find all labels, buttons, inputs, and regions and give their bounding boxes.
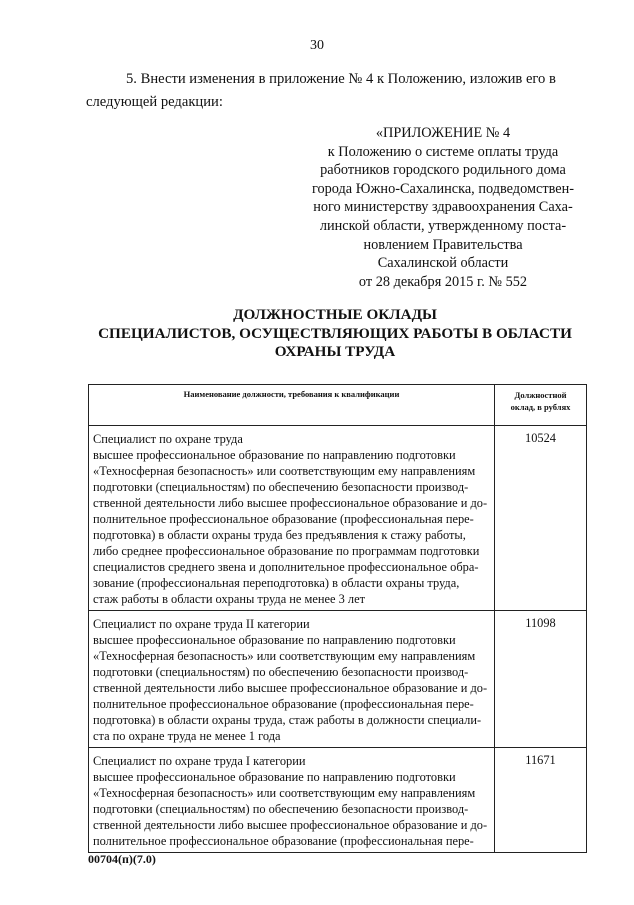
- position-line: подготовки (специальностям) по обеспечению безопасности производ-: [93, 480, 469, 494]
- appendix-line: Сахалинской области: [377, 255, 509, 272]
- appendix-line: к Положению о системе оплаты труда: [327, 143, 559, 160]
- header-salary-line-2: оклад, в рублях: [510, 402, 571, 412]
- position-line: подготовки (специальностям) по обеспечению безопасности производ-: [93, 802, 469, 816]
- appendix-line: города Южно-Сахалинска, подведомствен-: [311, 180, 575, 197]
- title-line: ОХРАНЫ ТРУДА: [274, 343, 396, 360]
- position-line: ственной деятельности либо высшее профессиональное образование и до-: [93, 496, 488, 510]
- position-line: «Техносферная безопасность» или соответствующим ему направлениям: [93, 464, 476, 478]
- title-line: ДОЛЖНОСТНЫЕ ОКЛАДЫ: [233, 306, 437, 323]
- table-row: [89, 426, 587, 611]
- appendix-line: от 28 декабря 2015 г. № 552: [358, 273, 528, 290]
- position-line: полнительное профессиональное образование (профессиональная пере-: [93, 512, 474, 526]
- appendix-line: ного министерству здравоохранения Саха-: [313, 199, 573, 216]
- position-line: высшее профессиональное образование по направлению подготовки: [93, 448, 456, 462]
- table-row: [89, 611, 587, 748]
- table-header-row: [89, 385, 587, 426]
- position-line: полнительное профессиональное образование (профессиональная пере-: [93, 834, 474, 848]
- intro-line-1: 5. Внести изменения в приложение № 4 к Положению, изложив его в: [126, 71, 556, 87]
- table-row: [89, 748, 587, 853]
- appendix-line: работников городского родильного дома: [320, 162, 566, 179]
- position-line: высшее профессиональное образование по направлению подготовки: [93, 770, 456, 784]
- appendix-line: линской области, утвержденному поста-: [319, 217, 567, 234]
- position-line: подготовка) в области охраны труда без предъявления к стажу работы,: [93, 528, 466, 542]
- position-line: ственной деятельности либо высшее профессиональное образование и до-: [93, 818, 488, 832]
- position-cell: [89, 748, 495, 853]
- position-line: стаж работы в области охраны труда не менее 3 лет: [93, 592, 365, 606]
- page-number: 30: [310, 38, 324, 53]
- intro-line-2: следующей редакции:: [86, 94, 223, 110]
- position-line: зование (профессиональная переподготовка) в области охраны труда,: [93, 576, 460, 590]
- appendix-header: [304, 124, 582, 291]
- position-line: Специалист по охране труда II категории: [93, 617, 310, 631]
- footer-form-code: 00704(п)(7.0): [88, 852, 156, 866]
- appendix-line: новлением Правительства: [363, 236, 523, 253]
- position-line: «Техносферная безопасность» или соответствующим ему направлениям: [93, 786, 476, 800]
- position-line: подготовки (специальностям) по обеспечению безопасности производ-: [93, 665, 469, 679]
- title-line: СПЕЦИАЛИСТОВ, ОСУЩЕСТВЛЯЮЩИХ РАБОТЫ В ОБЛАСТИ: [98, 324, 572, 342]
- position-line: ственной деятельности либо высшее профессиональное образование и до-: [93, 681, 488, 695]
- position-line: подготовка) в области охраны труда, стаж работы в должности специали-: [93, 713, 482, 727]
- salary-cell: 10524: [495, 426, 587, 611]
- header-position: Наименование должности, требования к квалификации: [89, 385, 495, 426]
- position-cell: [89, 426, 495, 611]
- salary-cell: 11098: [495, 611, 587, 748]
- document-title: [80, 306, 590, 362]
- appendix-line: «ПРИЛОЖЕНИЕ № 4: [375, 125, 511, 141]
- header-salary: [495, 385, 587, 426]
- position-line: Специалист по охране труда I категории: [93, 754, 306, 768]
- position-line: полнительное профессиональное образование (профессиональная пере-: [93, 697, 474, 711]
- salary-cell: 11671: [495, 748, 587, 853]
- position-line: Специалист по охране труда: [93, 432, 243, 446]
- position-line: «Техносферная безопасность» или соответствующим ему направлениям: [93, 649, 476, 663]
- position-line: либо среднее профессиональное образование по программам подготовки: [93, 544, 480, 558]
- position-line: ста по охране труда не менее 1 года: [93, 729, 281, 743]
- position-line: высшее профессиональное образование по направлению подготовки: [93, 633, 456, 647]
- header-salary-line-1: Должностной: [514, 390, 567, 400]
- salary-table: [88, 384, 587, 853]
- position-cell: [89, 611, 495, 748]
- position-line: специалистов среднего звена и дополнительное профессиональное обра-: [93, 560, 479, 574]
- intro-paragraph: [86, 68, 586, 114]
